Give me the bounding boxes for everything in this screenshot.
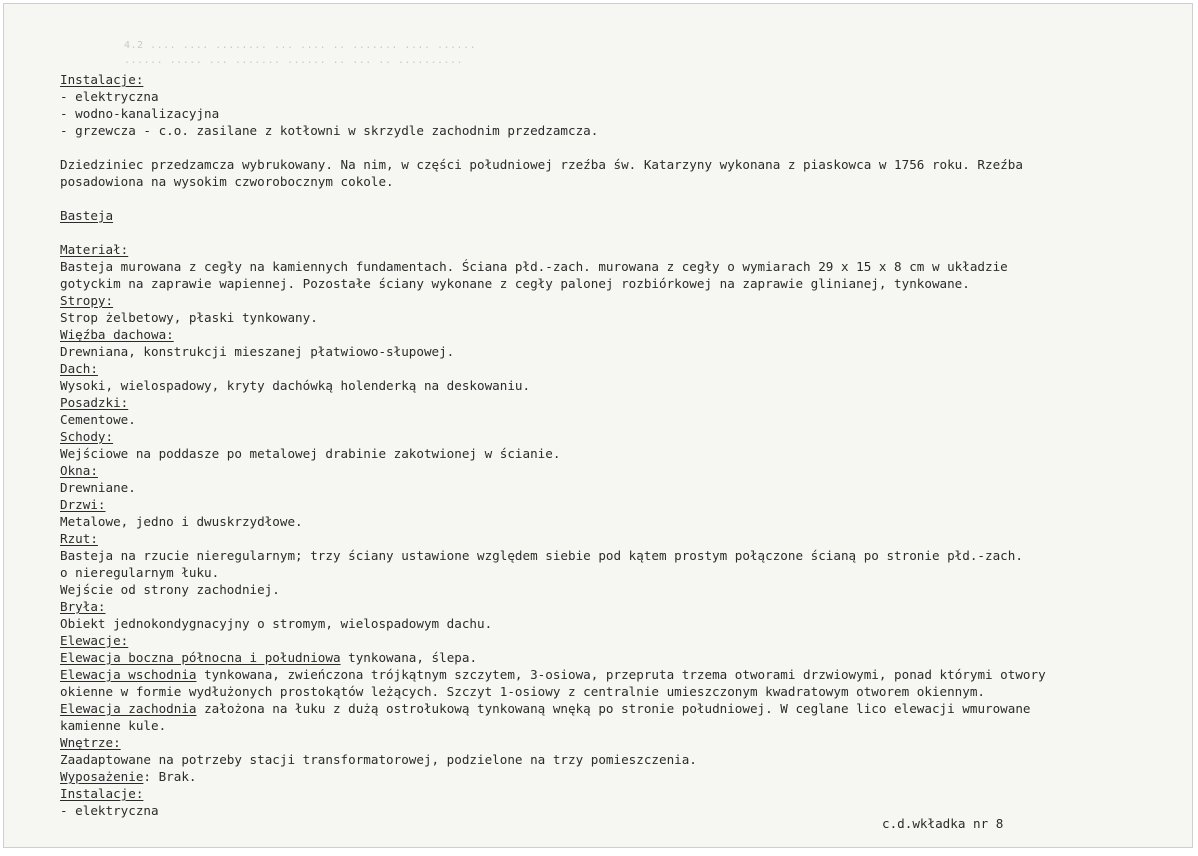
okna-text: Drewniane.	[60, 480, 136, 495]
heading-posadzki: Posadzki:	[60, 395, 129, 410]
wyposazenie-line	[60, 768, 1170, 785]
ghost-line: ...... ..... ... ....... ...... .. ... .. ..........	[124, 55, 464, 66]
material-text: Basteja murowana z cegły na kamiennych fundamentach. Ściana płd.-zach. murowana z cegły o wymiarach 29 x 15 x 8 cm w układzie	[60, 259, 1008, 274]
elevation-east-cont: okienne w formie wydłużonych prostokątów leżących. Szczyt 1-osiowy z centralnie umieszczonym kwadratowym otworem okiennym.	[60, 684, 986, 699]
stropy-text: Strop żelbetowy, płaski tynkowany.	[60, 310, 318, 325]
elevation-side-text: tynkowana, ślepa.	[340, 650, 478, 665]
heading-material: Materiał:	[60, 242, 129, 257]
faded-reverse-text	[124, 38, 1184, 68]
rzut-text: Wejście od strony zachodniej.	[60, 582, 280, 597]
heading-dach: Dach:	[60, 361, 98, 376]
drzwi-text: Metalowe, jedno i dwuskrzydłowe.	[60, 514, 303, 529]
heading-drzwi: Drzwi:	[60, 497, 106, 512]
heading-instalacje: Instalacje:	[60, 72, 144, 87]
list-item: - elektryczna	[60, 803, 159, 818]
material-text: gotyckim na zaprawie wapiennej. Pozostałe ściany wykonane z cegły palonej rozbiórkowej na zaprawie glinianej, tynkowane.	[60, 276, 970, 291]
courtyard-text: posadowiona na wysokim czworobocznym cokole.	[60, 174, 394, 189]
bryla-text: Obiekt jednokondygnacyjny o stromym, wielospadowym dachu.	[60, 616, 493, 631]
section-title-basteja: Basteja	[60, 208, 114, 223]
list-item: - wodno-kanalizacyjna	[60, 106, 220, 121]
elevation-side	[60, 649, 1170, 666]
rzut-text: Basteja na rzucie nieregularnym; trzy ściany ustawione względem siebie pod kątem prostym połączone ścianą po stronie płd.-zach.	[60, 548, 1023, 563]
courtyard-text: Dziedziniec przedzamcza wybrukowany. Na nim, w części południowej rzeźba św. Katarzyny wykonana z piaskowca w 1756 roku. Rzeźba	[60, 157, 1023, 172]
list-item: - grzewcza - c.o. zasilane z kotłowni w skrzydle zachodnim przedzamcza.	[60, 123, 599, 138]
elevation-east	[60, 666, 1170, 683]
elevation-west-label: Elewacja zachodnia	[60, 701, 197, 716]
wiezba-text: Drewniana, konstrukcji mieszanej płatwiowo-słupowej.	[60, 344, 455, 359]
elevation-west	[60, 700, 1170, 717]
rzut-text: o nieregularnym łuku.	[60, 565, 220, 580]
document-page	[3, 3, 1193, 848]
heading-bryla: Bryła:	[60, 599, 106, 614]
heading-rzut: Rzut:	[60, 531, 98, 546]
elevation-west-cont: kamienne kule.	[60, 718, 167, 733]
heading-wnetrze: Wnętrze:	[60, 735, 121, 750]
heading-schody: Schody:	[60, 429, 114, 444]
heading-okna: Okna:	[60, 463, 98, 478]
elevation-side-label: Elewacja boczna północna i południowa	[60, 650, 341, 665]
elevation-west-text: założona na łuku z dużą ostrołukową tynkowaną wnęką po stronie południowej. W ceglane lico elewacji wmurowane	[196, 701, 1031, 716]
heading-instalacje-2: Instalacje:	[60, 786, 144, 801]
elevation-east-label: Elewacja wschodnia	[60, 667, 197, 682]
heading-stropy: Stropy:	[60, 293, 114, 308]
heading-elewacje: Elewacje:	[60, 633, 129, 648]
continuation-note: c.d.wkładka nr 8	[882, 816, 1004, 831]
ghost-line: 4.2 .... .... ........ ... .... .. ....... .... ......	[124, 40, 477, 51]
list-item: - elektryczna	[60, 89, 159, 104]
posadzki-text: Cementowe.	[60, 412, 136, 427]
wyposazenie-text: : Brak.	[143, 769, 197, 784]
wnetrze-text: Zaadaptowane na potrzeby stacji transformatorowej, podzielone na trzy pomieszczenia.	[60, 752, 697, 767]
elevation-east-text: tynkowana, zwieńczona trójkątnym szczytem, 3-osiowa, przepruta trzema otworami drzwiowymi, ponad którymi otwory	[196, 667, 1046, 682]
dach-text: Wysoki, wielospadowy, kryty dachówką holenderką na deskowaniu.	[60, 378, 531, 393]
heading-wiezba: Więźba dachowa:	[60, 327, 174, 342]
document-body	[60, 71, 1170, 819]
heading-wyposazenie: Wyposażenie	[60, 769, 144, 784]
schody-text: Wejściowe na poddasze po metalowej drabinie zakotwionej w ścianie.	[60, 446, 561, 461]
